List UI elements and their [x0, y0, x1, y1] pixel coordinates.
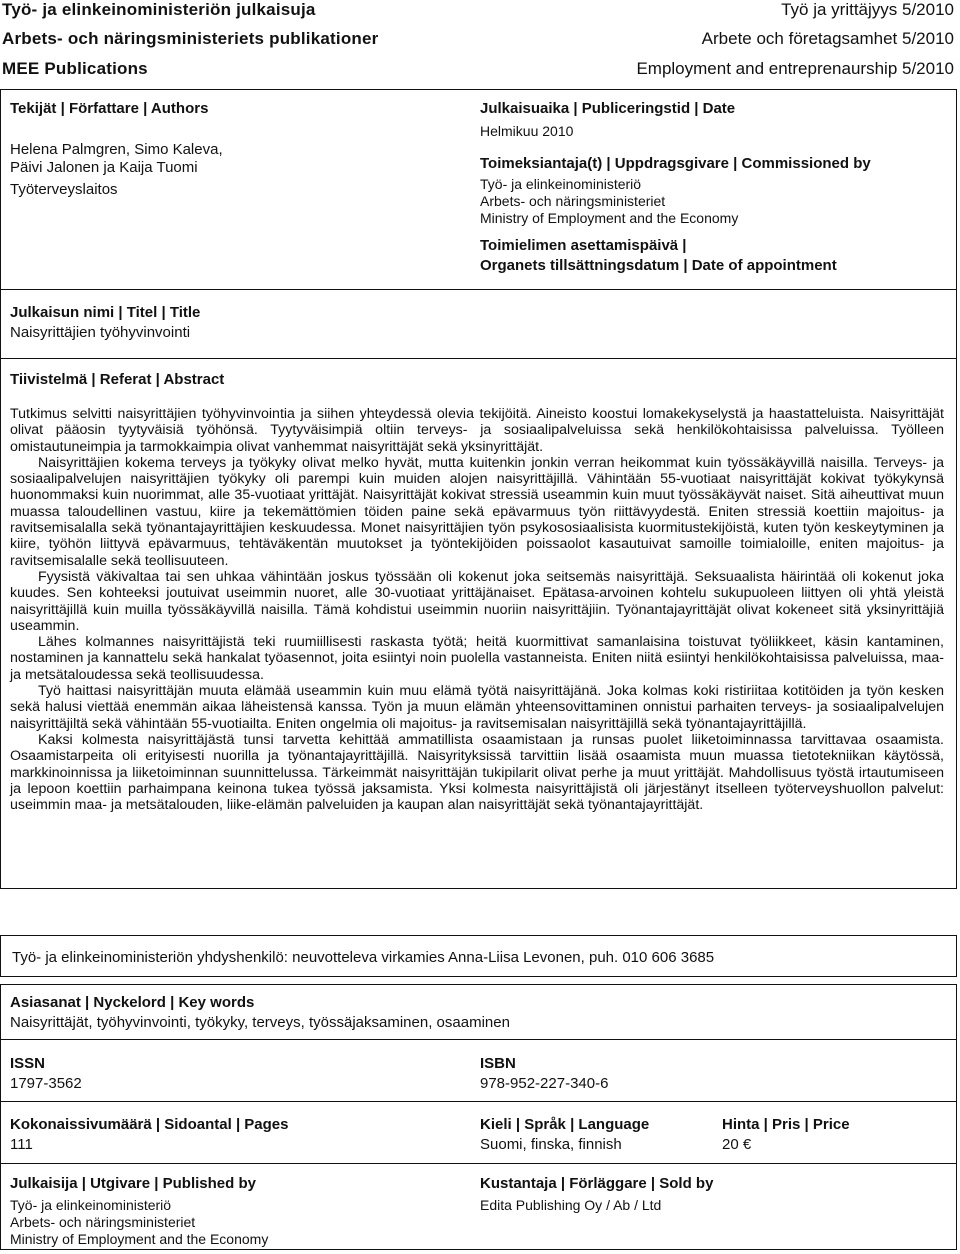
isbn-value: 978-952-227-340-6: [480, 1075, 609, 1092]
issn-section: [10, 1053, 450, 1093]
language-label: Kieli | Språk | Language: [480, 1116, 650, 1133]
seller-value: Edita Publishing Oy / Ab / Ltd: [480, 1197, 662, 1213]
abstract-paragraph-5: Työ haittasi naisyrittäjän muuta elämää useammin kuin muu elämä työtä naisyrittäjänä. Joka kolmas koki ristiriitaa kotitöiden ja työn kesken sekä halusi viettää enemmän aikaa läheistensä kanssa. Työn ja muun elämän yhteensovittaminen onnistui parhaiten terveys- ja sosiaalipalvelujen naisyrittäjiltä sekä vähintään 55-vuotiailta. Eniten ongelmia oli majoitus- ja ravitsemisalan naisyrittäjillä sekä työnantajayrittäjillä.: [10, 683, 944, 732]
series-number-fi: Työ ja yrittäjyys 5/2010: [781, 0, 954, 19]
series-number-en: Employment and entreprenaurship 5/2010: [636, 59, 954, 78]
publisher-line-1: Työ- ja elinkeinoministeriö: [10, 1197, 172, 1213]
abstract-paragraph-2: Naisyrittäjien kokema terveys ja työkyky olivat melko hyvät, mutta kuitenkin jonkin verran heikommat kuin työssäkäyvillä naisilla. Terveys- ja sosiaalipalvelujen naisyrittäjien työkyky oli parempi kuin muiden alojen naisyrittäjillä. Vähintään 55-vuotiaat naisyrittäjät kokivat työkykynsä huonommaksi kuin nuorimmat, alle 35-vuotiaat yrittäjät. Naisyrittäjät kokivat stressiä useammin kuin muut työssäkäyvät naiset. Sitä aiheuttivat muun muassa taloudellinen vastuu, kiire ja tekemättömien töiden paine sekä epävarmuus työn riittävyydestä. Eniten stressiä koettiin majoitus- ja ravitsemisalalla sekä työnantajayrittäjien keskuudessa. Monet naisyrittäjien työn psykososiaalisista kuormitustekijöistä, kuten työn keskeytyminen ja kiire, työhön liittyvä epävarmuus, tehtäväkentän muutokset ja työntekijöiden poissaolot kasautuivat samoille toimialoille, eniten majoitus- ja ravitsemisalalle sekä teollisuuteen.: [10, 454, 944, 569]
keywords-value: Naisyrittäjät, työhyvinvointi, työkyky, terveys, työssäjaksaminen, osaaminen: [10, 1014, 510, 1031]
price-label: Hinta | Pris | Price: [722, 1116, 850, 1133]
abstract-text: [10, 406, 944, 813]
price-section: [722, 1114, 942, 1154]
header-fi: [0, 0, 960, 24]
keywords-label: Asiasanat | Nyckelord | Key words: [10, 994, 255, 1011]
authors-label: Tekijät | Författare | Authors: [10, 100, 209, 117]
date-section: [480, 100, 950, 140]
divider-abstract: [0, 358, 957, 359]
date-label: Julkaisuaika | Publiceringstid | Date: [480, 100, 736, 117]
authors-section: [10, 100, 450, 199]
commissioned-label: Toimeksiantaja(t) | Uppdragsgivare | Commissioned by: [480, 155, 871, 172]
title-label: Julkaisun nimi | Titel | Title: [10, 304, 201, 321]
abstract-paragraph-4: Lähes kolmannes naisyrittäjistä teki ruumiillisesti raskasta työtä; heitä kuormittivat samanlaisina toistuvat työliikkeet, käsin kantaminen, nostaminen ja kannattelu sekä hankalat työasennot, joita esiintyi noin puolella vastanneista. Eniten niitä esiintyi henkilökohtaisissa palveluissa, maa- ja metsätaloudessa sekä teollisuudessa.: [10, 634, 944, 683]
divider-issn: [0, 1039, 957, 1040]
contact-text: Työ- ja elinkeinoministeriön yhdyshenkilö: neuvotteleva virkamies Anna-Liisa Levonen, puh. 010 606 3685: [12, 949, 715, 966]
abstract-label: Tiivistelmä | Referat | Abstract: [10, 371, 225, 388]
commissioned-line-3: Ministry of Employment and the Economy: [480, 210, 739, 226]
language-section: [480, 1114, 710, 1154]
appointment-section: [480, 236, 950, 276]
series-title-en: MEE Publications: [2, 59, 148, 78]
price-value: 20 €: [722, 1136, 752, 1153]
series-title-sv: Arbets- och näringsministeriets publikationer: [2, 29, 379, 48]
title-value: Naisyrittäjien työhyvinvointi: [10, 324, 191, 341]
publisher-section: [10, 1175, 450, 1248]
commissioned-line-2: Arbets- och näringsministeriet: [480, 193, 666, 209]
series-title-fi: Työ- ja elinkeinoministeriön julkaisuja: [2, 0, 316, 19]
appointment-label-1: Toimielimen asettamispäivä |: [480, 237, 687, 254]
appointment-label-2: Organets tillsättningsdatum | Date of appointment: [480, 257, 837, 274]
seller-label: Kustantaja | Förläggare | Sold by: [480, 1175, 714, 1192]
pages-label: Kokonaissivumäärä | Sidoantal | Pages: [10, 1116, 289, 1133]
commissioned-line-1: Työ- ja elinkeinoministeriö: [480, 176, 642, 192]
pages-section: [10, 1114, 450, 1154]
keywords-section: [10, 992, 940, 1032]
issn-label: ISSN: [10, 1055, 46, 1072]
pages-value: 111: [10, 1136, 33, 1153]
title-section: [10, 303, 910, 342]
header-en: [0, 59, 960, 83]
divider-title: [0, 289, 957, 290]
commissioned-section: [480, 155, 950, 227]
divider-publisher: [0, 1163, 957, 1164]
language-value: Suomi, finska, finnish: [480, 1136, 622, 1153]
authors-org: Työterveyslaitos: [10, 181, 118, 198]
authors-names-2: Päivi Jalonen ja Kaija Tuomi: [10, 159, 198, 176]
isbn-label: ISBN: [480, 1055, 516, 1072]
publisher-label: Julkaisija | Utgivare | Published by: [10, 1175, 256, 1192]
authors-names-1: Helena Palmgren, Simo Kaleva,: [10, 141, 223, 158]
isbn-section: [480, 1053, 920, 1093]
publisher-line-2: Arbets- och näringsministeriet: [10, 1214, 196, 1230]
abstract-paragraph-1: Tutkimus selvitti naisyrittäjien työhyvinvointia ja siihen yhteydessä olevia tekijöitä. Aineisto koostui lomakekyselystä ja haastatteluista. Naisyrittäjät olivat pääosin tyytyväisiä työhönsä. Tyytyväisimpiä oltiin terveys- ja sosiaalipalveluissa sekä henkilökohtaisissa palveluissa. Työlleen omistautuneimpia ja tarmokkaimpia olivat vanhemmat naisyrittäjät sekä yksinyrittäjät.: [10, 406, 944, 455]
issn-value: 1797-3562: [10, 1075, 82, 1092]
abstract-paragraph-3: Fyysistä väkivaltaa tai sen uhkaa vähintään joskus työssään oli kokenut joka seitsemäs naisyrittäjä. Seksuaalista häirintää oli kokenut joka kuudes. Sen kohteeksi joutuivat useimmin nuoret, alle 30-vuotiaat yrittäjänaiset. Epätasa-arvoinen kohtelu sukupuoleen liittyen oli yhtä yleistä naisyrittäjillä kuin muilla työssäkäyvillä naisilla. Tämä kohdistui useimmin nuoriin naisyrittäjiin. Työnantajayrittäjät olivat kokeneet sitä yksinyrittäjiä useammin.: [10, 568, 944, 634]
seller-section: [480, 1175, 940, 1214]
publisher-line-3: Ministry of Employment and the Economy: [10, 1231, 269, 1247]
series-number-sv: Arbete och företagsamhet 5/2010: [701, 29, 954, 48]
abstract-paragraph-6: Kaksi kolmesta naisyrittäjästä tunsi tarvetta kehittää ammatillista osaamistaan ja runsas puolet liiketoiminnassa tarvittavaa osaamista. Osaamistarpeita oli erityisesti nuorilla ja työnantajayrittäjillä. Naisyrityksissä tarvittiin lisää osaamista muun muassa tietotekniikan käytössä, markkinoinnissa ja liiketoiminnan suunnittelussa. Tärkeimmät naisyrittäjän tukipilarit olivat perhe ja muut yrittäjät. Mahdollisuus työstä irtautumiseen ja lepoon koettiin parhaimpana keinona tukea työssä jaksamista. Yksi kolmesta naisyrittäjistä oli järjestänyt itselleen työterveyshuollon palvelut: useimmin maa- ja metsätalouden, liike-elämän palveluiden ja kaupan alan naisyrittäjät sekä työnantajayrittäjät.: [10, 731, 944, 814]
divider-pages: [0, 1101, 957, 1102]
date-value: Helmikuu 2010: [480, 123, 574, 139]
header-sv: [0, 29, 960, 53]
